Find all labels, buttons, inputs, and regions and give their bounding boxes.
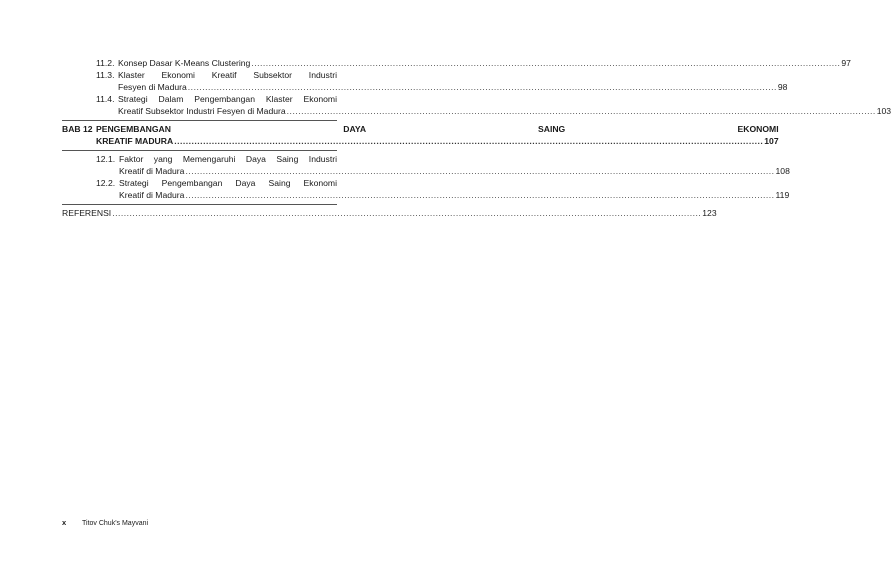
leader-dots [185, 189, 774, 201]
toc-entry-11-4[interactable] [62, 93, 891, 117]
toc-chapter-12[interactable] [62, 123, 779, 147]
toc-entry-title-line: Klaster Ekonomi Kreatif Subsektor Industri [118, 70, 337, 80]
toc-entry-title-line: Fesyen di Madura [118, 82, 187, 92]
toc-entry-title-line: Kreatif di Madura [119, 166, 185, 176]
leader-dots [287, 105, 876, 117]
toc-entry-12-2[interactable] [62, 177, 790, 201]
leader-dots [251, 57, 840, 69]
toc-entry-title-line: Kreatif di Madura [119, 190, 185, 200]
chapter-title-line: KREATIF MADURA [96, 136, 174, 146]
divider [62, 150, 337, 151]
divider [62, 120, 337, 121]
toc-entry-title: Konsep Dasar K-Means Clustering [118, 58, 251, 68]
toc-entry-referensi[interactable] [62, 207, 717, 219]
toc-entry-title-line: Faktor yang Memengaruhi Daya Saing Industri [119, 154, 337, 164]
page-footer [62, 518, 148, 527]
table-of-contents [62, 57, 891, 219]
toc-entry-number: 11.4. [96, 94, 115, 104]
leader-dots [174, 135, 763, 147]
chapter-title-line: PENGEMBANGAN DAYA SAING EKONOMI [96, 124, 779, 134]
toc-entry-number: 12.2. [96, 178, 116, 188]
toc-entry-number: 11.2. [96, 58, 115, 68]
leader-dots [188, 81, 777, 93]
toc-entry-page: 97 [841, 58, 851, 68]
footer-author: Titov Chuk's Mayvani [82, 520, 149, 527]
toc-entry-page: 108 [775, 166, 790, 176]
toc-entry-title-line: Strategi Dalam Pengembangan Klaster Ekonomi [118, 94, 337, 104]
leader-dots [112, 207, 701, 219]
chapter-number: BAB 12 [62, 124, 93, 134]
toc-entry-11-3[interactable] [62, 69, 788, 93]
chapter-page: 107 [764, 136, 779, 146]
toc-entry-page: 123 [702, 208, 717, 218]
toc-entry-11-2[interactable] [62, 57, 851, 69]
toc-entry-12-1[interactable] [62, 153, 790, 177]
divider [62, 204, 337, 205]
toc-entry-page: 103 [876, 106, 891, 116]
toc-entry-page: 98 [777, 82, 788, 92]
toc-entry-page: 119 [775, 190, 790, 200]
toc-entry-title-line: Strategi Pengembangan Daya Saing Ekonomi [119, 178, 337, 188]
toc-entry-title-line: Kreatif Subsektor Industri Fesyen di Madura [118, 106, 286, 116]
leader-dots [185, 165, 774, 177]
page-number: x [62, 518, 67, 527]
toc-entry-title: REFERENSI [62, 208, 112, 218]
toc-entry-number: 11.3. [96, 70, 115, 80]
toc-entry-number: 12.1. [96, 154, 116, 164]
